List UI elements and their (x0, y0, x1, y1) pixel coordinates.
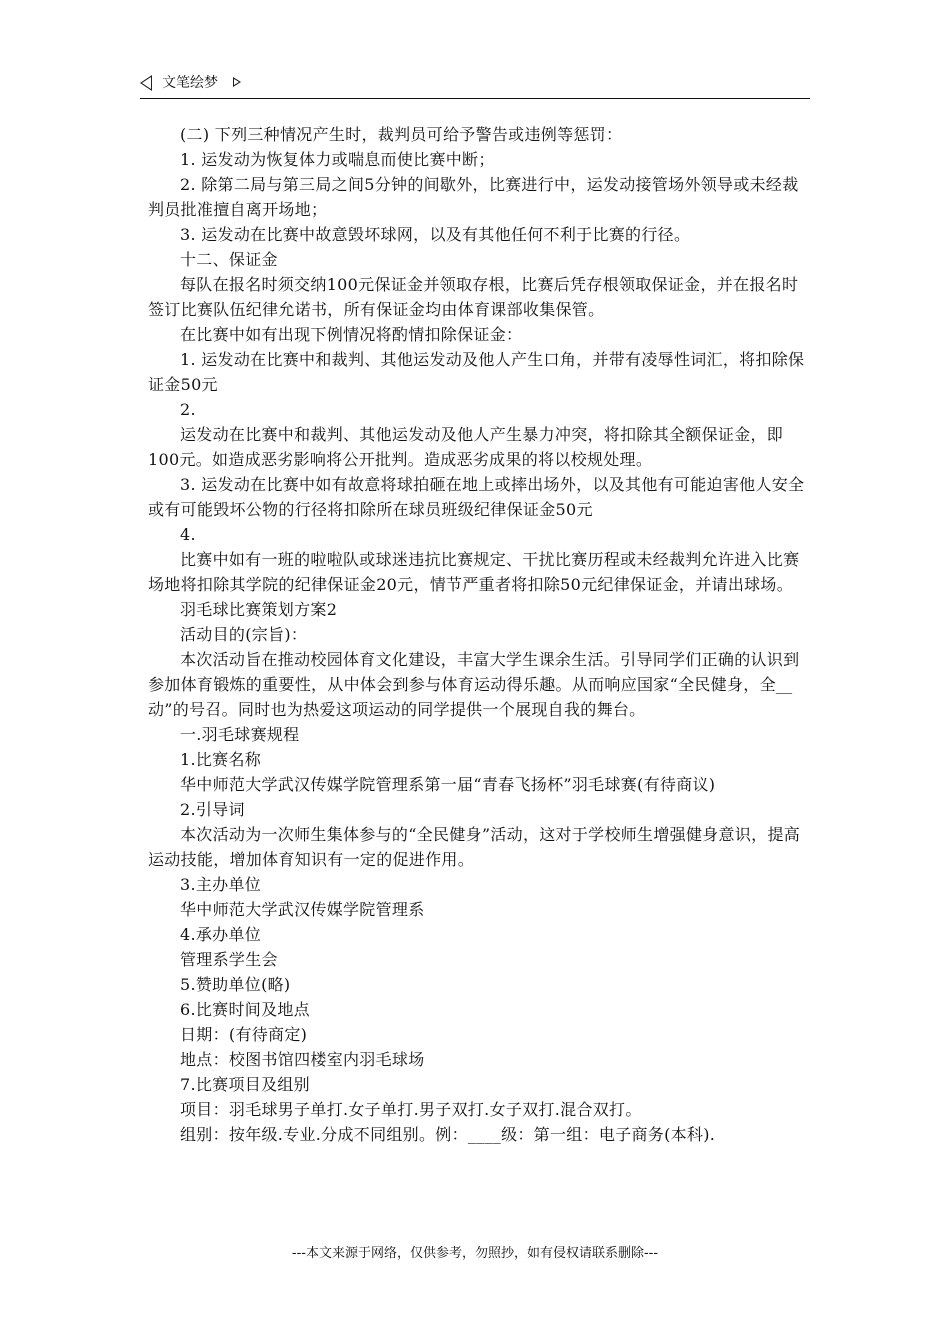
page-header (140, 72, 810, 98)
paragraph: 一.羽毛球赛规程 (180, 725, 300, 744)
paragraph: 3.主办单位 (180, 875, 262, 894)
triangle-right-icon (233, 77, 241, 87)
paragraph: 本次活动旨在推动校园体育文化建设，丰富大学生课余生活。引导同学们正确的认识到参加体育锻炼的重要性，从中体会到参与体育运动得乐趣。从而响应国家“全民健身，全__动”的号召。同时也为热爱这项运动的同学提供一个展现自我的舞台。 (148, 650, 800, 719)
paragraph: (二) 下列三种情况产生时，裁判员可给予警告或违例等惩罚： (180, 125, 623, 144)
paragraph: 5.赞助单位(略) (180, 975, 291, 994)
paragraph: 3. 运发动在比赛中故意毁坏球网，以及有其他任何不利于比赛的行径。 (180, 225, 691, 244)
paragraph: 比赛中如有一班的啦啦队或球迷违抗比赛规定、干扰比赛历程或未经裁判允许进入比赛场地将扣除其学院的纪律保证金20元，情节严重者将扣除50元纪律保证金，并请出球场。 (148, 550, 800, 594)
paragraph: 华中师范大学武汉传媒学院管理系 (180, 900, 425, 919)
paragraph: 管理系学生会 (180, 950, 278, 969)
paragraph: 3. 运发动在比赛中如有故意将球拍砸在地上或摔出场外，以及其他有可能迫害他人安全或有可能毁坏公物的行径将扣除所在球员班级纪律保证金50元 (148, 475, 805, 519)
paragraph: 十二、保证金 (180, 250, 278, 269)
header-title: 文笔绘梦 (162, 75, 218, 91)
paragraph: 运发动在比赛中和裁判、其他运发动及他人产生暴力冲突，将扣除其全额保证金，即100元。如造成恶劣影响将公开批判。造成恶劣成果的将以校规处理。 (148, 425, 784, 469)
paragraph: 本次活动为一次师生集体参与的“全民健身”活动，这对于学校师生增强健身意识，提高运动技能，增加体育知识有一定的促进作用。 (148, 825, 801, 869)
paragraph: 地点：校图书馆四楼室内羽毛球场 (180, 1050, 425, 1069)
paragraph: 2. 除第二局与第三局之间5分钟的间歇外，比赛进行中，运发动接管场外领导或未经裁判员批准擅自离开场地； (148, 175, 799, 219)
paragraph: 1. 运发动为恢复体力或喘息而使比赛中断； (180, 150, 495, 169)
triangle-left-icon (140, 75, 152, 91)
paragraph: 6.比赛时间及地点 (180, 1000, 310, 1019)
paragraph: 项目：羽毛球男子单打.女子单打.男子双打.女子双打.混合双打。 (180, 1100, 642, 1119)
page-footer: ---本文来源于网络，仅供参考，勿照抄，如有侵权请联系删除--- (291, 1246, 659, 1261)
paragraph: 华中师范大学武汉传媒学院管理系第一届“青春飞扬杯”羽毛球赛(有待商议) (180, 775, 716, 794)
paragraph: 4. (180, 525, 196, 544)
paragraph: 活动目的(宗旨)： (180, 625, 308, 644)
paragraph: 日期：(有待商定) (180, 1025, 308, 1044)
paragraph: 羽毛球比赛策划方案2 (180, 600, 338, 619)
document-body (148, 122, 808, 1147)
paragraph: 每队在报名时须交纳100元保证金并领取存根，比赛后凭存根领取保证金，并在报名时签订比赛队伍纪律允诺书，所有保证金均由体育课部收集保管。 (148, 275, 799, 319)
paragraph: 2.引导词 (180, 800, 245, 819)
paragraph: 在比赛中如有出现下例情况将酌情扣除保证金： (180, 325, 523, 344)
paragraph: 1. 运发动在比赛中和裁判、其他运发动及他人产生口角，并带有凌辱性词汇，将扣除保证金50元 (148, 350, 805, 394)
paragraph: 1.比赛名称 (180, 750, 262, 769)
header-divider (140, 98, 810, 99)
paragraph: 4.承办单位 (180, 925, 262, 944)
paragraph: 7.比赛项目及组别 (180, 1075, 310, 1094)
paragraph: 组别：按年级.专业.分成不同组别。例：____级：第一组：电子商务(本科). (180, 1125, 716, 1144)
paragraph: 2. (180, 400, 196, 419)
